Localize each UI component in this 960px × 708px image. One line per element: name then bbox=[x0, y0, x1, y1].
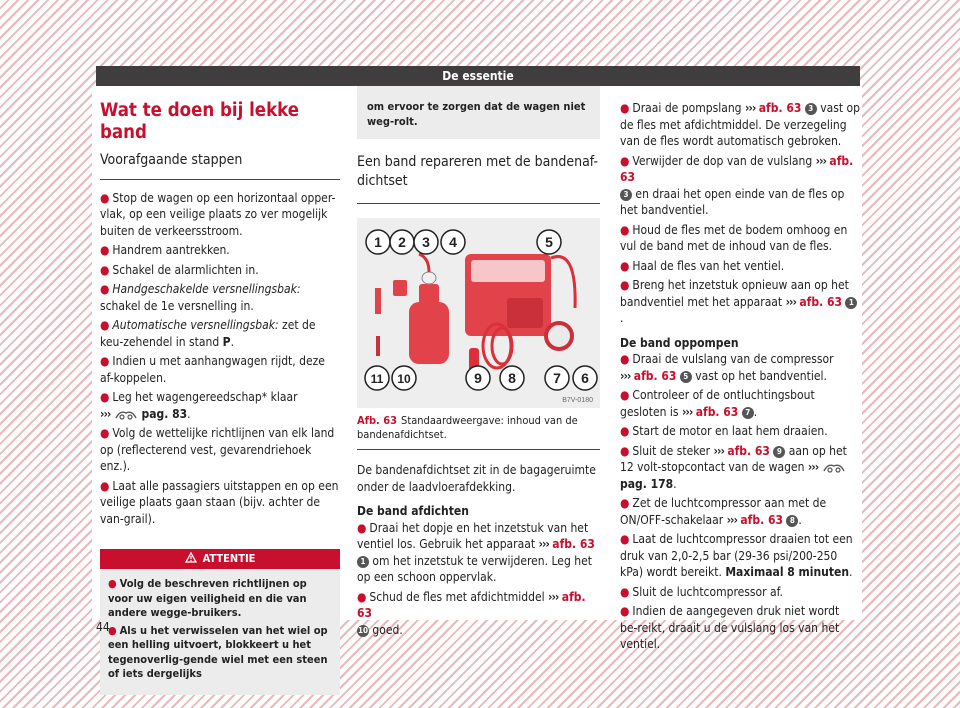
list-item: ● Laat alle passagiers uitstappen en op een veilige plaats gaan staan (bijv. achter de van-grail). bbox=[100, 478, 339, 526]
figure-ref-link[interactable]: afb. 63 bbox=[357, 589, 586, 620]
list-item: ● Draai de vulslang van de compressor ››› afb. 63 5 vast op het bandventiel. bbox=[620, 352, 834, 383]
list-item: ● Draai de pompslang ››› afb. 63 3 vast op de fles met afdichtmiddel. De verzegeling van de fles wordt automatisch gebroken. bbox=[620, 101, 860, 148]
repair-kit-figure bbox=[357, 218, 600, 408]
callout-badge: 9 bbox=[773, 446, 785, 458]
callout-8 bbox=[500, 366, 524, 390]
list-item: ● Controleer of de ontluchtingsbout gesloten is ››› afb. 63 7 . bbox=[620, 388, 815, 419]
figure-caption: Afb. 63 Standaardweergave: inhoud van de bandenafdichtset. bbox=[357, 414, 600, 450]
list-item: ● Automatische versnellingsbak: zet de keu-zehendel in stand P. bbox=[100, 318, 316, 349]
warning-box bbox=[100, 549, 340, 695]
figure-ref-link[interactable]: afb. 63 bbox=[799, 294, 842, 309]
figure-code: B7V-0180 bbox=[562, 397, 593, 404]
list-item: ● Draai het dopje en het inzetstuk van het ventiel los. Gebruik het apparaat ››› afb. 63 1 om het inzetstuk te verwijderen. Leg het op een schoon oppervlak. bbox=[357, 520, 595, 584]
callout-2 bbox=[390, 230, 414, 254]
list-item: ● Breng het inzetstuk opnieuw aan op het bandventiel met het apparaat ››› afb. 63 1. bbox=[620, 277, 860, 327]
callout-6 bbox=[573, 366, 597, 390]
section-title: Een band repareren met de bandenaf-dichtset bbox=[357, 139, 600, 204]
callout-7 bbox=[545, 366, 569, 390]
callout-badge: 1 bbox=[845, 297, 857, 309]
svg-text:11: 11 bbox=[370, 372, 384, 386]
callout-badge: 8 bbox=[786, 515, 798, 527]
book-reference-icon bbox=[114, 408, 138, 420]
callout-badge: 3 bbox=[805, 103, 817, 115]
list-item: ● Sluit de luchtcompressor af. bbox=[620, 584, 783, 599]
subsection-title: De band afdichten bbox=[357, 504, 469, 518]
svg-text:8: 8 bbox=[508, 370, 516, 386]
list-item: ● Schud de fles met afdichtmiddel ››› afb. 63 10 goed. bbox=[357, 589, 586, 637]
list-item: ● Laat de luchtcompressor draaien tot een druk van 2,0-2,5 bar (29-36 psi/200-250 kPa) wordt bereikt. Maximaal 8 minuten. bbox=[620, 532, 853, 579]
callout-4 bbox=[441, 230, 465, 254]
callout-badge: 5 bbox=[680, 371, 692, 383]
svg-text:2: 2 bbox=[398, 234, 406, 250]
callout-badge: 1 bbox=[357, 556, 369, 568]
figure-ref-link[interactable]: afb. 63 bbox=[727, 443, 770, 458]
svg-text:9: 9 bbox=[474, 370, 482, 386]
column-2 bbox=[357, 86, 600, 641]
chapter-header: De essentie bbox=[96, 66, 860, 86]
callout-3 bbox=[414, 230, 438, 254]
list-item: ● Houd de fles met de bodem omhoog en vul de band met de inhoud van de fles. bbox=[620, 222, 848, 253]
subsection-title: De band oppompen bbox=[620, 335, 739, 350]
svg-text:7: 7 bbox=[553, 370, 561, 386]
list-item: ● Volg de wettelijke richtlijnen van elk land op (reflecterend vest, gevarendriehoek enz.). bbox=[100, 426, 335, 473]
figure-ref-link[interactable]: afb. 63 bbox=[695, 404, 739, 419]
svg-text:10: 10 bbox=[397, 372, 411, 386]
svg-text:5: 5 bbox=[545, 234, 553, 250]
column-1 bbox=[100, 86, 340, 695]
figure-ref-link[interactable]: afb. 63 bbox=[633, 368, 677, 383]
svg-text:6: 6 bbox=[581, 370, 589, 386]
callout-9 bbox=[466, 366, 490, 390]
column-3 bbox=[620, 86, 860, 656]
list-item: ● Haal de fles van het ventiel. bbox=[620, 258, 785, 273]
list-item: ● Zet de luchtcompressor aan met de ON/OFF-schakelaar ››› afb. 63 8 . bbox=[620, 496, 827, 527]
callout-badge: 3 bbox=[620, 189, 632, 201]
page-title: Wat te doen bij lekke band bbox=[100, 100, 300, 143]
list-item: ● Stop de wagen op een horizontaal opper-vlak, op een veilige plaats zo ver mogelijk buiten de verkeersstroom. bbox=[100, 190, 336, 238]
warning-triangle-icon bbox=[185, 552, 197, 563]
figure-ref-link[interactable]: afb. 63 bbox=[620, 153, 854, 184]
callout-badge: 7 bbox=[742, 407, 754, 419]
list-item: ● Handrem aantrekken. bbox=[100, 243, 230, 257]
list-item: ● Schakel de alarmlichten in. bbox=[100, 262, 259, 277]
callout-5 bbox=[537, 230, 561, 254]
section-subtitle: Voorafgaande stappen bbox=[100, 152, 340, 180]
repair-kit-illustration bbox=[357, 218, 600, 408]
list-item: ● Start de motor en laat hem draaien. bbox=[620, 424, 828, 438]
page-number: 44 bbox=[96, 620, 110, 634]
callout-11 bbox=[365, 366, 389, 390]
callout-badge: 10 bbox=[357, 625, 368, 635]
svg-text:4: 4 bbox=[449, 234, 457, 250]
list-item: ● Sluit de steker ››› afb. 63 9 aan op het 12 volt-stopcontact van de wagen ››› pag. 178. bbox=[620, 443, 847, 491]
figure-ref-link[interactable]: afb. 63 bbox=[740, 512, 783, 527]
list-item: ● Indien u met aanhangwagen rijdt, deze af-koppelen. bbox=[100, 354, 325, 385]
callout-10 bbox=[392, 366, 416, 390]
figure-ref-link[interactable]: afb. 63 bbox=[552, 537, 595, 551]
figure-ref-link[interactable]: afb. 63 bbox=[758, 101, 802, 115]
svg-text:1: 1 bbox=[374, 234, 382, 250]
warning-item: ● Volg de beschreven richtlijnen op voor uw eigen veiligheid en die van andere wegge-bruikers. bbox=[108, 577, 307, 619]
book-reference-icon bbox=[822, 461, 846, 473]
list-item: ● Handgeschakelde versnellingsbak: schakel de 1e versnelling in. bbox=[100, 282, 301, 313]
warning-header: ATTENTIE bbox=[100, 549, 340, 569]
warning-continued: om ervoor te zorgen dat de wagen niet weg-rolt. bbox=[357, 86, 600, 139]
callout-1 bbox=[366, 230, 390, 254]
list-item: ● Verwijder de dop van de vulslang ››› afb. 63 3 en draai het open einde van de fles op het bandventiel. bbox=[620, 153, 854, 217]
list-item: ● Leg het wagengereedschap* klaar ››› pag. 83. bbox=[100, 390, 298, 421]
paragraph: De bandenafdichtset zit in de bagageruimte onder de laadvloerafdekking. bbox=[357, 463, 596, 494]
svg-text:3: 3 bbox=[422, 234, 430, 250]
list-item: ● Indien de aangegeven druk niet wordt be-reikt, draait u de vulslang los van het ventiel. bbox=[620, 604, 840, 651]
warning-item: ● Als u het verwisselen van het wiel op een helling uitvoert, blokkeert u het tegenoverlig-gende wiel met een steen of iets dergelijks bbox=[108, 623, 328, 680]
